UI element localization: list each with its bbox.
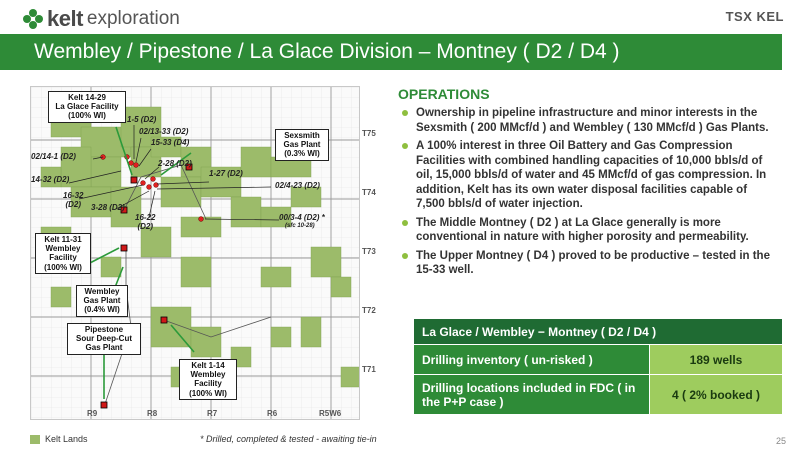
- row-label-inventory: Drilling inventory ( un-risked ): [414, 345, 650, 375]
- township-label-t75: T75: [362, 129, 376, 138]
- row-value-inventory: 189 wells: [650, 345, 783, 375]
- bullet-dot-icon: [402, 220, 408, 226]
- logo-brand: kelt: [47, 6, 83, 31]
- kelt-lands-swatch: [30, 435, 40, 444]
- division-map: [30, 86, 360, 420]
- township-label-t71: T71: [362, 365, 376, 374]
- callout-wembley-gas-plant: Wembley Gas Plant (0.4% WI): [76, 285, 128, 317]
- row-value-fdc: 4 ( 2% booked ): [650, 375, 783, 415]
- well-label-02-4-23: 02/4-23 (D2): [275, 181, 320, 190]
- well-label-00-3-4-sub: (sfc 10-28): [285, 223, 315, 229]
- well-label-16-32: 16-32 (D2): [63, 191, 84, 209]
- range-label-r9: R9: [87, 409, 98, 418]
- callout-pipestone-gas-plant: Pipestone Sour Deep-Cut Gas Plant: [67, 323, 141, 355]
- township-label-t73: T73: [362, 247, 376, 256]
- bullet-text: A 100% interest in three Oil Battery and Gas Compression Facilities with combined handling capacities of 10,000 bbls/d of oil, 15,000 bbls/d of water and 45 MMcf/d of gas compression. In addition, Kelt has its own water disposal facilities capable of 7,500 bbls/d of water injection.: [416, 140, 767, 210]
- bullet-dot-icon: [402, 110, 408, 116]
- title-bar: [0, 34, 782, 70]
- callout-sexsmith-gas-plant: Sexsmith Gas Plant (0.3% WI): [275, 129, 329, 161]
- well-label-15-33: 15-33 (D4): [151, 138, 190, 147]
- map-footnote: * Drilled, completed & tested - awaiting tie-in: [200, 434, 377, 444]
- map-legend: [30, 434, 88, 444]
- well-label-02-13-33: 02/13-33 (D2): [139, 127, 189, 136]
- kelt-logo: [22, 6, 180, 32]
- bullet-text: The Upper Montney ( D4 ) proved to be productive – tested in the 15-33 well.: [416, 249, 770, 276]
- callout-kelt-14-29: Kelt 14-29 La Glace Facility (100% WI): [48, 91, 126, 123]
- operations-bullets: [398, 106, 778, 282]
- logo-word: exploration: [86, 8, 180, 29]
- table-row: [414, 375, 783, 415]
- bullet-dot-icon: [402, 143, 408, 149]
- township-label-t74: T74: [362, 188, 376, 197]
- range-label-r5w6: R5W6: [319, 409, 342, 418]
- well-label-1-27: 1-27 (D2): [209, 169, 243, 178]
- page-number: 25: [775, 436, 786, 446]
- logo-clover-icon: [22, 8, 44, 30]
- bullet-item: [398, 106, 778, 135]
- range-label-r6: R6: [267, 409, 278, 418]
- well-label-2-28: 2-28 (D2): [158, 159, 192, 168]
- callout-kelt-11-31: Kelt 11-31 Wembley Facility (100% WI): [35, 233, 91, 274]
- bullet-item: [398, 216, 778, 245]
- tsx-logo: TSX KEL: [725, 9, 784, 24]
- well-label-3-28: 3-28 (D2): [91, 203, 125, 212]
- well-label-00-3-4: 00/3-4 (D2) *: [279, 213, 325, 222]
- bullet-text: The Middle Montney ( D2 ) at La Glace generally is more conventional in nature with higher porosity and permeability.: [416, 216, 749, 243]
- row-label-fdc: Drilling locations included in FDC ( in the P+P case ): [414, 375, 650, 415]
- well-label-16-22: 16-22 (D2): [135, 213, 156, 231]
- well-label-1-5: 1-5 (D2): [127, 115, 157, 124]
- callout-kelt-1-14: Kelt 1-14 Wembley Facility (100% WI): [179, 359, 237, 400]
- well-label-02-14-1: 02/14-1 (D2): [31, 152, 76, 161]
- range-label-r8: R8: [147, 409, 158, 418]
- operations-heading: OPERATIONS: [398, 86, 490, 102]
- bullet-item: [398, 139, 778, 212]
- township-label-t72: T72: [362, 306, 376, 315]
- range-label-r7: R7: [207, 409, 218, 418]
- bullet-text: Ownership in pipeline infrastructure and minor interests in the Sexsmith ( 200 MMcf/d ) and Wembley ( 130 MMcf/d ) Gas Plants.: [416, 107, 769, 134]
- table-header: La Glace / Wembley − Montney ( D2 / D4 ): [414, 319, 783, 345]
- bullet-item: [398, 249, 778, 278]
- well-label-14-32: 14-32 (D2): [31, 175, 70, 184]
- legend-label: Kelt Lands: [45, 434, 88, 444]
- bullet-dot-icon: [402, 253, 408, 259]
- drilling-summary-table: [413, 318, 783, 415]
- table-row: [414, 345, 783, 375]
- page-title: Wembley / Pipestone / La Glace Division – Montney ( D2 / D4 ): [34, 40, 620, 63]
